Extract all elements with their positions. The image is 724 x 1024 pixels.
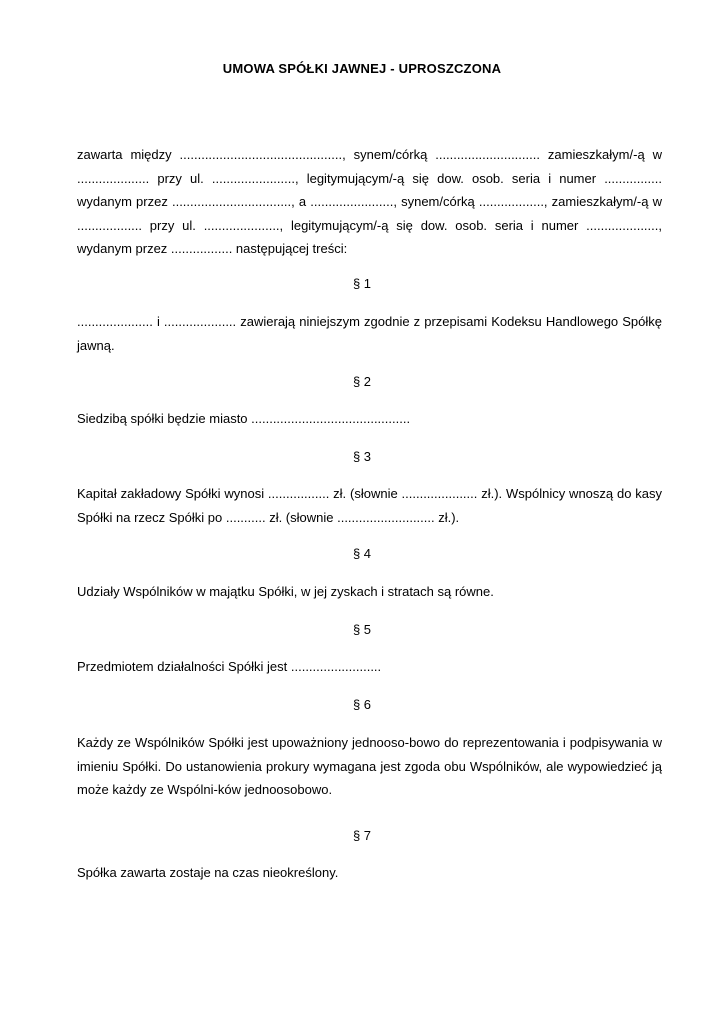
section-text-1: ..................... i .................... zawierają niniejszym zgodnie z przepisami Kodeksu Handlowego Spółkę jawną. bbox=[77, 314, 662, 353]
intro-paragraph bbox=[77, 143, 662, 261]
section-text-2: Siedzibą spółki będzie miasto ............................................ bbox=[77, 411, 411, 426]
section-text-7: Spółka zawarta zostaje na czas nieokreślony. bbox=[77, 865, 339, 880]
intro-text: zawarta między ............................................., synem/córką ............................. zamieszkałym/-ą w .................... przy ul. ......................., legitymującym/-ą się dow. osob. seria i numer ................ wydanym przez ................................., a ......................., synem/córką .................., zamieszkałym/-ą w .................. przy ul. ....................., legitymującym/-ą się dow. osob. seria i numer ...................., wydanym przez ................. następującej treści: bbox=[77, 147, 662, 256]
section-mark-7: § 7 bbox=[352, 828, 372, 843]
section-text-5: Przedmiotem działalności Spółki jest ......................... bbox=[77, 659, 382, 674]
section-paragraph-3 bbox=[77, 482, 662, 529]
section-text-6: Każdy ze Wspólników Spółki jest upoważniony jednooso-bowo do reprezentowania i podpisywania w imieniu Spółki. Do ustanowienia prokury wymagana jest zgoda obu Wspólników, ale wypowiedzieć ją może każdy ze Wspólni-ków jednoosobowo. bbox=[77, 735, 662, 797]
section-mark-2: § 2 bbox=[352, 374, 372, 389]
section-mark-4: § 4 bbox=[352, 546, 372, 561]
section-paragraph-4 bbox=[77, 580, 662, 604]
section-mark-6: § 6 bbox=[352, 697, 372, 712]
section-paragraph-6 bbox=[77, 731, 662, 802]
section-mark-5: § 5 bbox=[352, 622, 372, 637]
section-paragraph-5 bbox=[77, 655, 662, 679]
section-text-3: Kapitał zakładowy Spółki wynosi ................. zł. (słownie ..................... zł.). Wspólnicy wnoszą do kasy Spółki na rzecz Spółki po ........... zł. (słownie ........................... zł.). bbox=[77, 486, 662, 525]
section-paragraph-7 bbox=[77, 861, 662, 885]
document-title: UMOWA SPÓŁKI JAWNEJ - UPROSZCZONA bbox=[222, 61, 502, 76]
section-mark-1: § 1 bbox=[352, 276, 372, 291]
section-paragraph-2 bbox=[77, 407, 662, 431]
section-mark-3: § 3 bbox=[352, 449, 372, 464]
section-paragraph-1 bbox=[77, 310, 662, 357]
section-text-4: Udziały Wspólników w majątku Spółki, w jej zyskach i stratach są równe. bbox=[77, 584, 494, 599]
